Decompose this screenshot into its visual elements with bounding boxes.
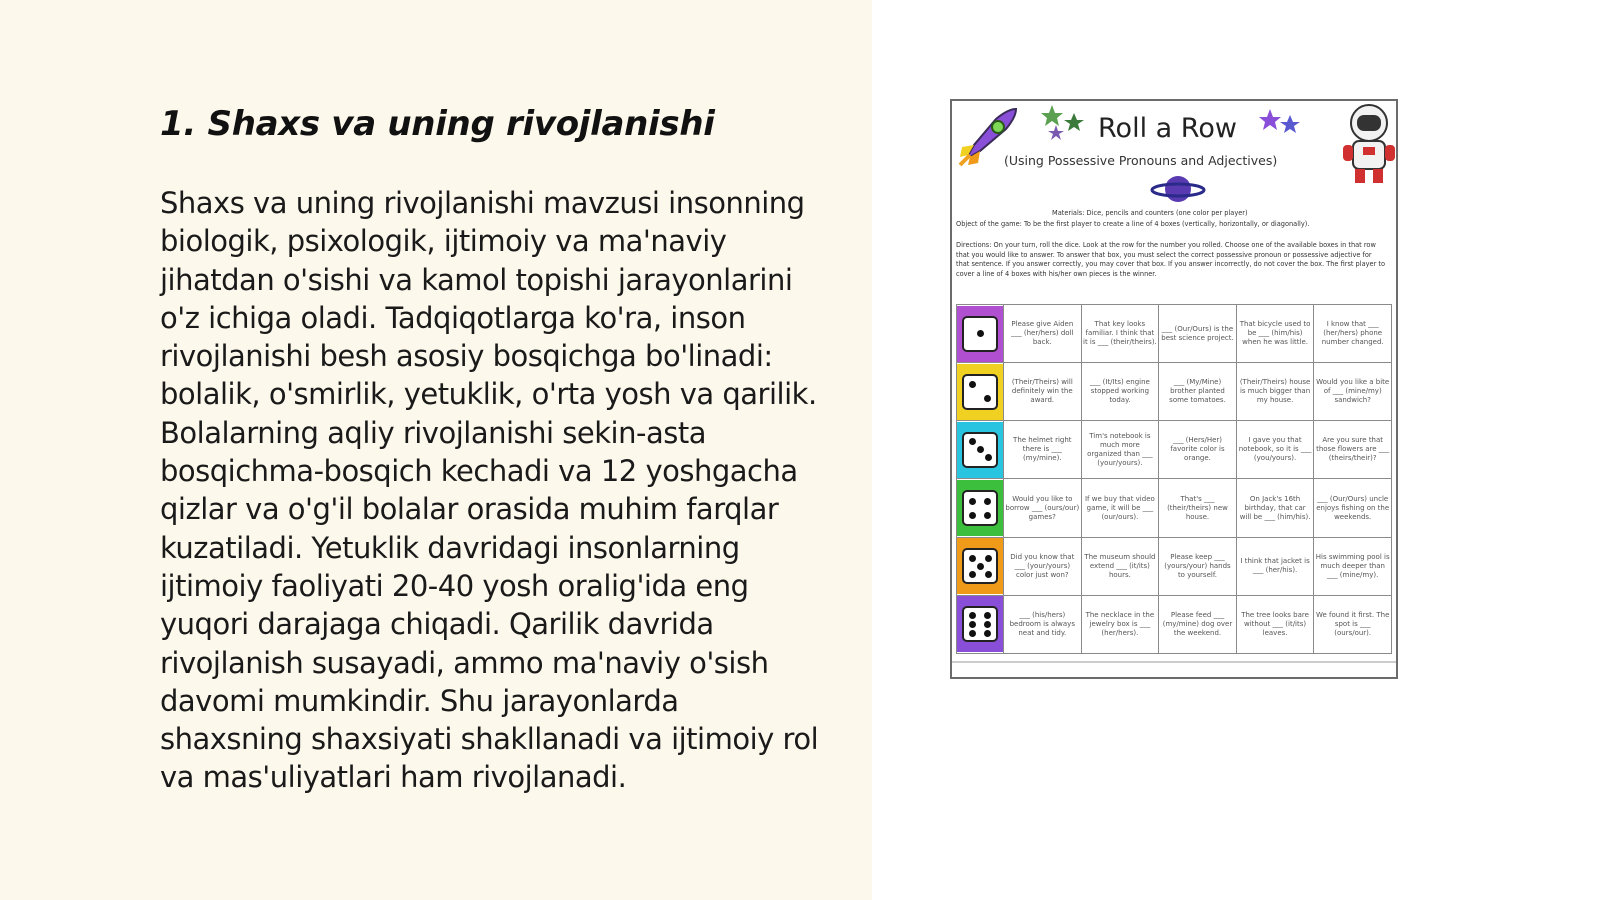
grid-row [957,479,1392,537]
grid-cell: The necklace in the jewelry box is ___ (her/hers). [1081,595,1159,653]
grid-cell: Please feed ___ (my/mine) dog over the weekend. [1159,595,1237,653]
grid-cell: Tim's notebook is much more organized than ___ (your/yours). [1081,421,1159,479]
grid-cell: ___ (Hers/Her) favorite color is orange. [1159,421,1237,479]
grid-row [957,421,1392,479]
die-face-icon [962,490,998,526]
worksheet-footer-line [952,661,1396,663]
grid-cell: His swimming pool is much deeper than ___ (mine/my). [1314,537,1392,595]
slide-body: Shaxs va uning rivojlanishi mavzusi insonning biologik, psixologik, ijtimoiy va ma'naviy jihatdan o'sishi va kamol topishi jarayonlarini o'z ichiga oladi. Tadqiqotlarga ko'ra, inson rivojlanishi besh asosiy bosqichga bo'linadi: bolalik, o'smirlik, yetuklik, o'rta yosh va qarilik. Bolalarning aqliy rivojlanishi sekin-asta bosqichma-bosqich kechadi va 12 yoshgacha qizlar va o'g'il bolalar orasida muhim farqlar kuzatiladi. Yetuklik davridagi insonlarning ijtimoiy faoliyati 20-40 yosh oralig'ida eng yuqori darajaga chiqadi. Qarilik davrida rivojlanish susayadi, ammo ma'naviy o'sish davomi mumkindir. Shu jarayonlarda shaxsning shaxsiyati shakllanadi va ijtimoiy rol va mas'uliyatlari ham rivojlanadi. [160,186,819,795]
grid-cell: Would you like a bite of ___ (mine/my) sandwich? [1314,363,1392,421]
grid-cell: If we buy that video game, it will be ___ (our/ours). [1081,479,1159,537]
die-face-icon [962,316,998,352]
object-text: Object of the game: To be the first player to create a line of 4 boxes (vertically, horizontally, or diagonally). [956,220,1310,228]
grid-cell: ___ (Our/Ours) is the best science project. [1159,305,1237,363]
grid-cell: That key looks familiar. I think that it is ___ (their/theirs). [1081,305,1159,363]
die-cell [957,595,1004,653]
roll-a-row-worksheet-image [950,99,1398,679]
grid-cell: I gave you that notebook, so it is ___ (you/yours). [1236,421,1314,479]
die-cell [957,421,1004,479]
grid-cell: I think that jacket is ___ (her/his). [1236,537,1314,595]
grid-cell: On Jack's 16th birthday, that car will be ___ (him/his). [1236,479,1314,537]
die-face-icon [962,548,998,584]
grid-cell: That bicycle used to be ___ (him/his) when he was little. [1236,305,1314,363]
grid-row [957,305,1392,363]
grid-cell: Please keep ___ (yours/your) hands to yourself. [1159,537,1237,595]
grid-cell: That's ___ (their/theirs) new house. [1159,479,1237,537]
stars-icon [1040,103,1088,143]
worksheet-title: Roll a Row [1098,113,1237,144]
grid-row [957,595,1392,653]
grid-cell: (Their/Theirs) house is much bigger than my house. [1236,363,1314,421]
grid-cell: The helmet right there is ___ (my/mine). [1004,421,1082,479]
slide-title: 1. Shaxs va uning rivojlanishi [160,104,715,144]
die-cell [957,537,1004,595]
grid-row [957,537,1392,595]
grid-cell: Did you know that ___ (your/yours) color just won? [1004,537,1082,595]
grid-cell: ___ (It/Its) engine stopped working today. [1081,363,1159,421]
die-face-icon [962,374,998,410]
stars-icon [1258,107,1302,143]
game-grid [956,304,1392,654]
grid-cell: ___ (his/hers) bedroom is always neat and tidy. [1004,595,1082,653]
grid-cell: I know that ___ (her/hers) phone number changed. [1314,305,1392,363]
die-cell [957,305,1004,363]
astronaut-icon [1340,101,1398,187]
grid-row [957,363,1392,421]
grid-cell: Please give Aiden ___ (her/hers) doll back. [1004,305,1082,363]
die-face-icon [962,432,998,468]
directions-text: Directions: On your turn, roll the dice. Look at the row for the number you rolled. Choose one of the available boxes in that row that you would like to answer. To answer that box, you must select the correct possessive pronoun or possessive adjective for that sentence. If you answer correctly, you may cover that box. If you answer incorrectly, do not cover the box. The first player to cover a line of 4 boxes with his/her own pieces is the winner. [956,241,1386,278]
grid-cell: ___ (Our/Ours) uncle enjoys fishing on the weekends. [1314,479,1392,537]
grid-cell: The museum should extend ___ (it/its) hours. [1081,537,1159,595]
die-face-icon [962,606,998,642]
planet-icon [1150,171,1206,207]
worksheet-subtitle: (Using Possessive Pronouns and Adjectives) [1004,153,1278,168]
grid-cell: We found it first. The spot is ___ (ours/our). [1314,595,1392,653]
grid-cell: Would you like to borrow ___ (ours/our) games? [1004,479,1082,537]
materials-text: Materials: Dice, pencils and counters (one color per player) [1052,209,1248,217]
die-cell [957,479,1004,537]
grid-cell: The tree looks bare without ___ (it/its) leaves. [1236,595,1314,653]
die-cell [957,363,1004,421]
grid-cell: (Their/Theirs) will definitely win the award. [1004,363,1082,421]
grid-cell: Are you sure that those flowers are ___ (theirs/their)? [1314,421,1392,479]
grid-cell: ___ (My/Mine) brother planted some tomatoes. [1159,363,1237,421]
